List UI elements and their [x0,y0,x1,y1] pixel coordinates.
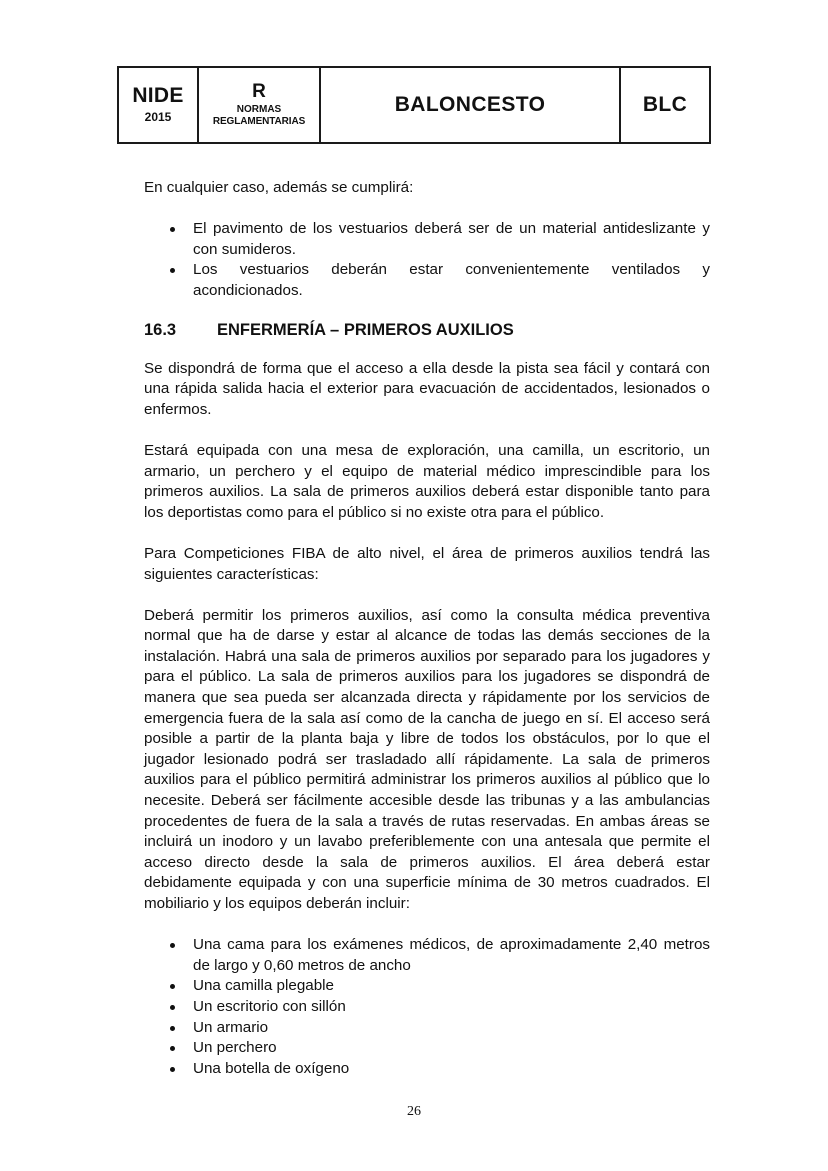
sport-code: BLC [642,93,688,116]
list-item: Un perchero [193,1038,710,1059]
sport-title: BALONCESTO [394,93,546,116]
nide-label: NIDE [132,84,184,107]
spacer [144,585,710,606]
list-item: Un armario [193,1018,710,1039]
category-line1: NORMAS [236,104,282,115]
spacer [144,341,710,359]
document-header-table [117,66,711,144]
list-item: Un escritorio con sillón [193,997,710,1018]
nide-year: 2015 [144,110,172,124]
list-item: Los vestuarios deberán estar convenientemente ventilados y acondicionados. [193,260,710,301]
list-item: Una cama para los exámenes médicos, de aproximadamente 2,40 metros de largo y 0,60 metros de ancho [193,935,710,976]
page-number: 26 [407,1104,421,1119]
header-cell-sport [321,68,621,142]
header-cell-category [199,68,321,142]
list-item: Una camilla plegable [193,976,710,997]
section-heading [144,319,710,341]
spacer [144,199,710,220]
spacer [144,915,710,936]
category-line2: REGLAMENTARIAS [212,116,306,127]
intro-paragraph: En cualquier caso, además se cumplirá: [144,179,414,196]
paragraph: Deberá permitir los primeros auxilios, así como la consulta médica preventiva normal que ha de darse y estar al alcance de todas las demás secciones de la instalación. Habrá una sala de primeros auxilios por separado para los jugadores y para el público. La sala de primeros auxilios para los jugadores se dispondrá de manera que sea pueda ser alcanzada directa y rápidamente por los servicios de emergencia fuera de la sala así como de la cancha de juego en sí. El acceso será posible a partir de la planta baja y libre de todos los obstáculos, por lo que el jugador lesionado podrá ser trasladado allí rápidamente. La sala de primeros auxilios para el público permitirá administrar los primeros auxilios al público que lo necesite. Deberá ser fácilmente accesible desde las tribunas y a las ambulancias procedentes de fuera de la sala a través de rutas reservadas. En ambas áreas se incluirá un inodoro y un lavabo preferiblemente con una antesala que permite el acceso directo desde la sala de primeros auxilios. El área deberá estar debidamente equipada y con una superficie mínima de 30 metros cuadrados. El mobiliario y los equipos deberán incluir: [144,606,710,912]
spacer [144,523,710,544]
spacer [144,302,710,319]
paragraph: Para Competiciones FIBA de alto nivel, el área de primeros auxilios tendrá las siguientes características: [144,544,710,583]
page-content [144,178,710,1079]
header-cell-code [621,68,709,142]
list-item: Una botella de oxígeno [193,1059,710,1080]
spacer [144,420,710,441]
category-letter: R [252,81,266,102]
paragraph: Estará equipada con una mesa de exploración, una camilla, un escritorio, un armario, un perchero y el equipo de material médico imprescindible para los primeros auxilios. La sala de primeros auxilios deberá estar disponible tanto para los deportistas como para el público si no existe otra para el público. [144,441,710,521]
equipment-bullet-list [144,935,710,1079]
section-number: 16.3 [144,320,177,339]
header-cell-nide [119,68,199,142]
intro-bullet-list [144,219,710,301]
section-title: ENFERMERÍA – PRIMEROS AUXILIOS [217,320,514,339]
list-item: El pavimento de los vestuarios deberá ser de un material antideslizante y con sumideros. [193,219,710,260]
paragraph: Se dispondrá de forma que el acceso a ella desde la pista sea fácil y contará con una rápida salida hacia el exterior para evacuación de accidentados, lesionados o enfermos. [144,359,710,418]
